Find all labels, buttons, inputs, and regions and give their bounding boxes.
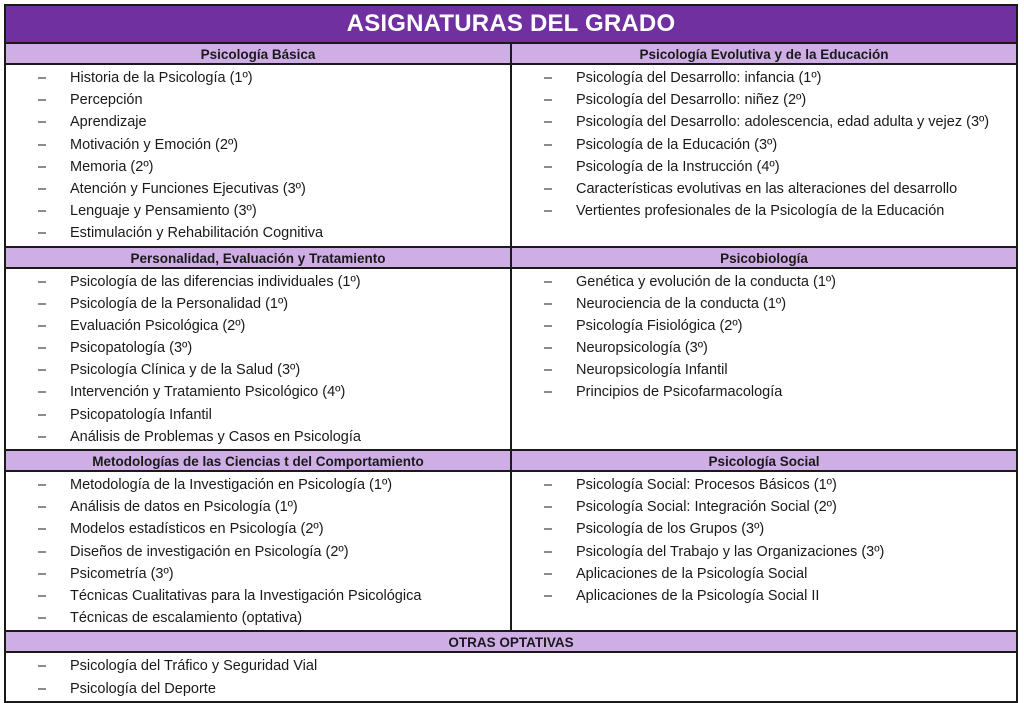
list-item	[6, 496, 510, 518]
list-item-text: Aplicaciones de la Psicología Social	[576, 565, 808, 582]
list-item-text: Psicología del Deporte	[70, 680, 216, 697]
list-dash: –	[38, 384, 47, 401]
subject-list-otras-optativas	[6, 653, 1016, 700]
list-item	[512, 337, 1016, 359]
subjects-table	[4, 4, 1018, 703]
list-dash: –	[38, 114, 47, 131]
list-item-text: Psicología Social: Integración Social (2º)	[576, 499, 837, 516]
list-item-text: Psicometría (3º)	[70, 565, 174, 582]
section-body-row	[6, 472, 1016, 632]
subject-list-psicologia-evolutiva	[510, 65, 1016, 246]
list-item-text: Percepción	[70, 92, 143, 109]
list-item-text: Neurociencia de la conducta (1º)	[576, 295, 787, 312]
list-dash: –	[544, 203, 553, 220]
subject-list-psicologia-basica	[6, 65, 510, 246]
section-header-metodologias: Metodologías de las Ciencias t del Comportamiento	[6, 451, 510, 472]
list-item-text: Análisis de Problemas y Casos en Psicología	[70, 428, 361, 445]
list-item	[6, 67, 510, 89]
list-dash: –	[544, 114, 553, 131]
list-item	[512, 381, 1016, 403]
list-item	[512, 474, 1016, 496]
list-dash: –	[38, 499, 47, 516]
list-dash: –	[38, 317, 47, 334]
list-dash: –	[544, 587, 553, 604]
list-dash: –	[544, 295, 553, 312]
list-item-text: Diseños de investigación en Psicología (2º)	[70, 543, 349, 560]
list-dash: –	[38, 225, 47, 242]
list-item	[512, 518, 1016, 540]
list-item	[6, 200, 510, 222]
list-item	[6, 563, 510, 585]
list-item-text: Genética y evolución de la conducta (1º)	[576, 273, 837, 290]
table-title: ASIGNATURAS DEL GRADO	[6, 6, 1016, 44]
section-header-psicologia-basica: Psicología Básica	[6, 44, 510, 65]
list-dash: –	[38, 362, 47, 379]
list-dash: –	[544, 521, 553, 538]
list-item	[6, 359, 510, 381]
list-dash: –	[38, 658, 47, 675]
list-item	[512, 271, 1016, 293]
list-item	[6, 89, 510, 111]
list-dash: –	[544, 543, 553, 560]
list-item	[512, 134, 1016, 156]
list-dash: –	[544, 136, 553, 153]
list-item-text: Técnicas Cualitativas para la Investigación Psicológica	[70, 587, 422, 604]
list-item-text: Metodología de la Investigación en Psicología (1º)	[70, 477, 393, 493]
subject-list-personalidad	[6, 269, 510, 450]
list-item-text: Características evolutivas en las alteraciones del desarrollo	[576, 180, 958, 197]
list-item-text: Psicología del Desarrollo: adolescencia, edad adulta y vejez (3º)	[576, 114, 990, 131]
list-item	[6, 156, 510, 178]
list-dash: –	[544, 477, 553, 493]
list-item-text: Historia de la Psicología (1º)	[70, 70, 253, 86]
list-item	[512, 585, 1016, 607]
list-item-text: Psicología Clínica y de la Salud (3º)	[70, 362, 301, 379]
section-header-psicologia-social: Psicología Social	[510, 451, 1016, 472]
list-item-text: Psicología del Trabajo y las Organizaciones (3º)	[576, 543, 885, 560]
list-dash: –	[544, 92, 553, 109]
list-item-text: Psicopatología Infantil	[70, 406, 212, 423]
list-dash: –	[38, 273, 47, 290]
subject-list-metodologias	[6, 472, 510, 630]
list-dash: –	[38, 543, 47, 560]
list-dash: –	[544, 180, 553, 197]
list-item	[6, 271, 510, 293]
list-item	[512, 178, 1016, 200]
section-header-row	[6, 44, 1016, 65]
list-item-text: Psicología de los Grupos (3º)	[576, 521, 765, 538]
subject-list-psicobiologia	[510, 269, 1016, 450]
list-item	[6, 381, 510, 403]
list-item	[6, 655, 1016, 677]
list-dash: –	[544, 158, 553, 175]
section-body-row	[6, 65, 1016, 248]
list-dash: –	[38, 92, 47, 109]
list-item	[512, 541, 1016, 563]
list-dash: –	[38, 180, 47, 197]
list-item	[512, 156, 1016, 178]
list-item	[6, 404, 510, 426]
list-item	[6, 293, 510, 315]
list-item-text: Motivación y Emoción (2º)	[70, 136, 239, 153]
list-item-text: Estimulación y Rehabilitación Cognitiva	[70, 225, 324, 242]
list-dash: –	[544, 70, 553, 86]
list-item	[6, 111, 510, 133]
list-dash: –	[544, 499, 553, 516]
list-dash: –	[38, 587, 47, 604]
list-item-text: Psicología Social: Procesos Básicos (1º)	[576, 477, 837, 493]
list-item-text: Evaluación Psicológica (2º)	[70, 317, 246, 334]
list-item-text: Principios de Psicofarmacología	[576, 384, 783, 401]
list-dash: –	[38, 136, 47, 153]
list-item-text: Psicología de la Educación (3º)	[576, 136, 778, 153]
list-dash: –	[38, 340, 47, 357]
list-dash: –	[38, 610, 47, 627]
list-item-text: Psicología del Desarrollo: infancia (1º)	[576, 70, 822, 86]
list-item	[6, 426, 510, 448]
list-item-text: Psicología de las diferencias individuales (1º)	[70, 273, 361, 290]
list-item-text: Psicopatología (3º)	[70, 340, 193, 357]
list-item	[6, 222, 510, 244]
list-item-text: Psicología de la Personalidad (1º)	[70, 295, 289, 312]
list-item-text: Técnicas de escalamiento (optativa)	[70, 610, 303, 627]
list-item-text: Atención y Funciones Ejecutivas (3º)	[70, 180, 306, 197]
list-dash: –	[544, 362, 553, 379]
list-dash: –	[544, 273, 553, 290]
section-header-row	[6, 451, 1016, 472]
list-item	[512, 111, 1016, 133]
list-dash: –	[544, 565, 553, 582]
list-item-text: Modelos estadísticos en Psicología (2º)	[70, 521, 324, 538]
list-item	[512, 89, 1016, 111]
list-dash: –	[38, 565, 47, 582]
list-item-text: Vertientes profesionales de la Psicología de la Educación	[576, 203, 945, 220]
list-dash: –	[38, 477, 47, 493]
list-item	[6, 585, 510, 607]
list-item-text: Neuropsicología (3º)	[576, 340, 708, 357]
list-item	[6, 541, 510, 563]
list-item	[6, 607, 510, 629]
list-item-text: Aplicaciones de la Psicología Social II	[576, 587, 820, 604]
list-item	[512, 496, 1016, 518]
section-header-otras-optativas: OTRAS OPTATIVAS	[6, 632, 1016, 653]
section-header-personalidad: Personalidad, Evaluación y Tratamiento	[6, 248, 510, 269]
list-item	[6, 678, 1016, 700]
list-item-text: Análisis de datos en Psicología (1º)	[70, 499, 298, 516]
list-item	[6, 518, 510, 540]
list-item	[512, 315, 1016, 337]
list-item	[512, 200, 1016, 222]
list-dash: –	[38, 70, 47, 86]
list-item	[6, 474, 510, 496]
list-item-text: Psicología del Tráfico y Seguridad Vial	[70, 658, 318, 675]
list-dash: –	[38, 428, 47, 445]
list-item-text: Intervención y Tratamiento Psicológico (4º)	[70, 384, 346, 401]
list-dash: –	[38, 158, 47, 175]
list-dash: –	[38, 406, 47, 423]
list-item	[512, 359, 1016, 381]
list-item	[6, 134, 510, 156]
section-header-psicologia-evolutiva: Psicología Evolutiva y de la Educación	[510, 44, 1016, 65]
list-item	[6, 315, 510, 337]
section-header-row	[6, 248, 1016, 269]
list-dash: –	[38, 203, 47, 220]
list-item-text: Psicología Fisiológica (2º)	[576, 317, 743, 334]
list-item-text: Aprendizaje	[70, 114, 147, 131]
section-header-psicobiologia: Psicobiología	[510, 248, 1016, 269]
subject-list-psicologia-social	[510, 472, 1016, 630]
list-dash: –	[38, 680, 47, 697]
list-item-text: Memoria (2º)	[70, 158, 154, 175]
list-item	[6, 337, 510, 359]
section-body-row	[6, 269, 1016, 452]
list-item-text: Lenguaje y Pensamiento (3º)	[70, 203, 257, 220]
list-dash: –	[38, 295, 47, 312]
list-item-text: Neuropsicología Infantil	[576, 362, 728, 379]
list-dash: –	[544, 384, 553, 401]
list-dash: –	[544, 340, 553, 357]
list-item-text: Psicología de la Instrucción (4º)	[576, 158, 780, 175]
list-item	[512, 67, 1016, 89]
list-item	[6, 178, 510, 200]
list-item	[512, 563, 1016, 585]
list-dash: –	[38, 521, 47, 538]
list-item	[512, 293, 1016, 315]
list-item-text: Psicología del Desarrollo: niñez (2º)	[576, 92, 807, 109]
list-dash: –	[544, 317, 553, 334]
